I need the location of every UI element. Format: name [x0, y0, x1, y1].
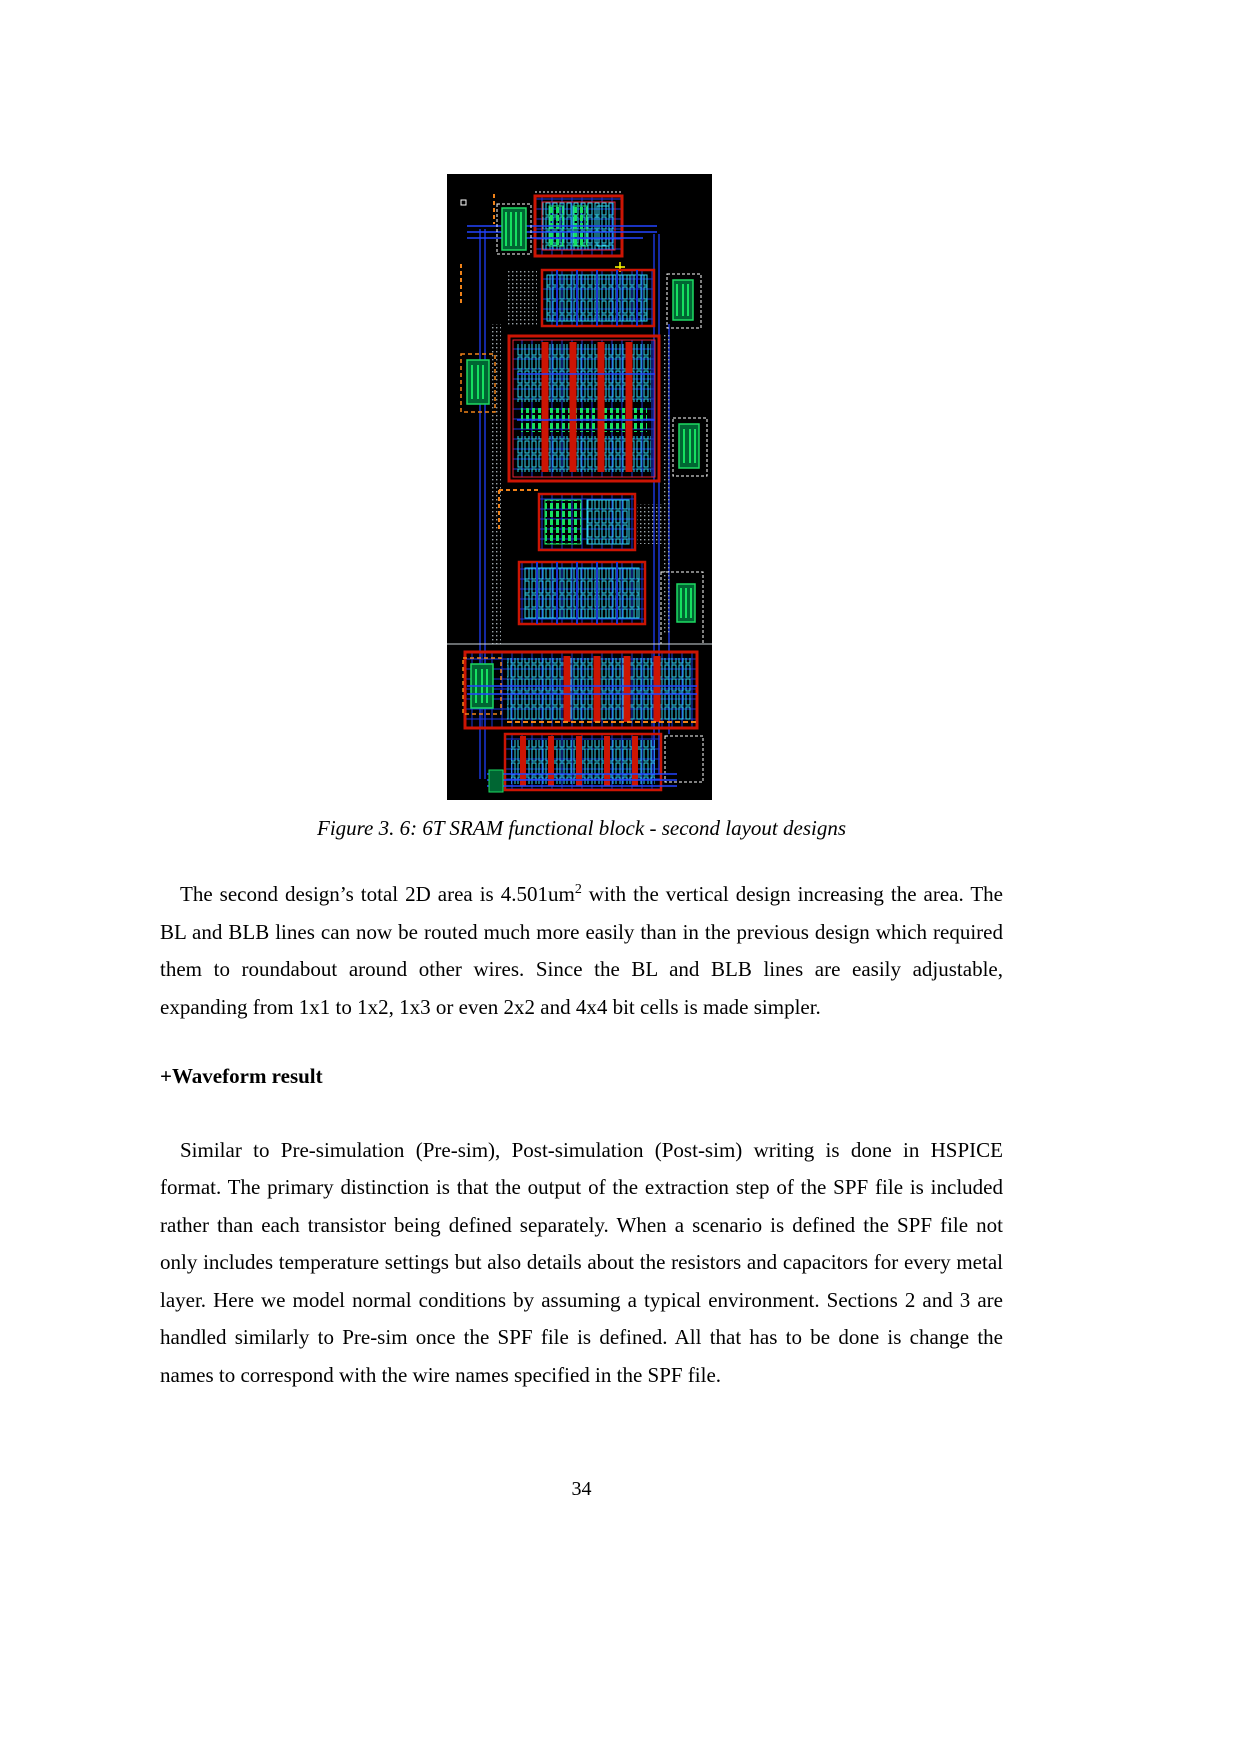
waveform-result-heading: +Waveform result: [160, 1064, 323, 1088]
paragraph-design-area-text-start: The second design’s total 2D area is 4.501um: [180, 882, 575, 906]
paragraph-design-area-text-end: with the vertical design increasing the area. The BL and BLB lines can now be routed much more easily than in the previous design which required them to roundabout around other wires. Since the BL and BLB lines are easily adjustable, expanding from 1x1 to 1x2, 1x3 or even 2x2 and 4x4 bit cells is made simpler.: [160, 882, 1003, 1019]
green-pad-top-left: [497, 204, 531, 254]
paragraph-design-area: [160, 876, 1003, 1026]
page-number: 34: [571, 1478, 592, 1500]
sram-layout-figure: [447, 174, 712, 800]
sram-layout-image: [447, 174, 712, 800]
figure-caption: Figure 3. 6: 6T SRAM functional block - second layout designs: [317, 816, 846, 840]
text-column: [0, 814, 1241, 1394]
superscript-2: 2: [574, 882, 582, 897]
paragraph-post-simulation: Similar to Pre-simulation (Pre-sim), Post-simulation (Post-sim) writing is done in HSPICE format. The primary distinction is that the output of the extraction step of the SPF file is included rather than each transistor being defined separately. When a scenario is defined the SPF file not only includes temperature settings but also details about the resistors and capacitors for every metal layer. Here we model normal conditions by assuming a typical environment. Sections 2 and 3 are handled similarly to Pre-sim once the SPF file is defined. All that has to be done is change the names to correspond with the wire names specified in the SPF file.: [160, 1137, 1003, 1387]
layout-block-f: [463, 652, 697, 728]
